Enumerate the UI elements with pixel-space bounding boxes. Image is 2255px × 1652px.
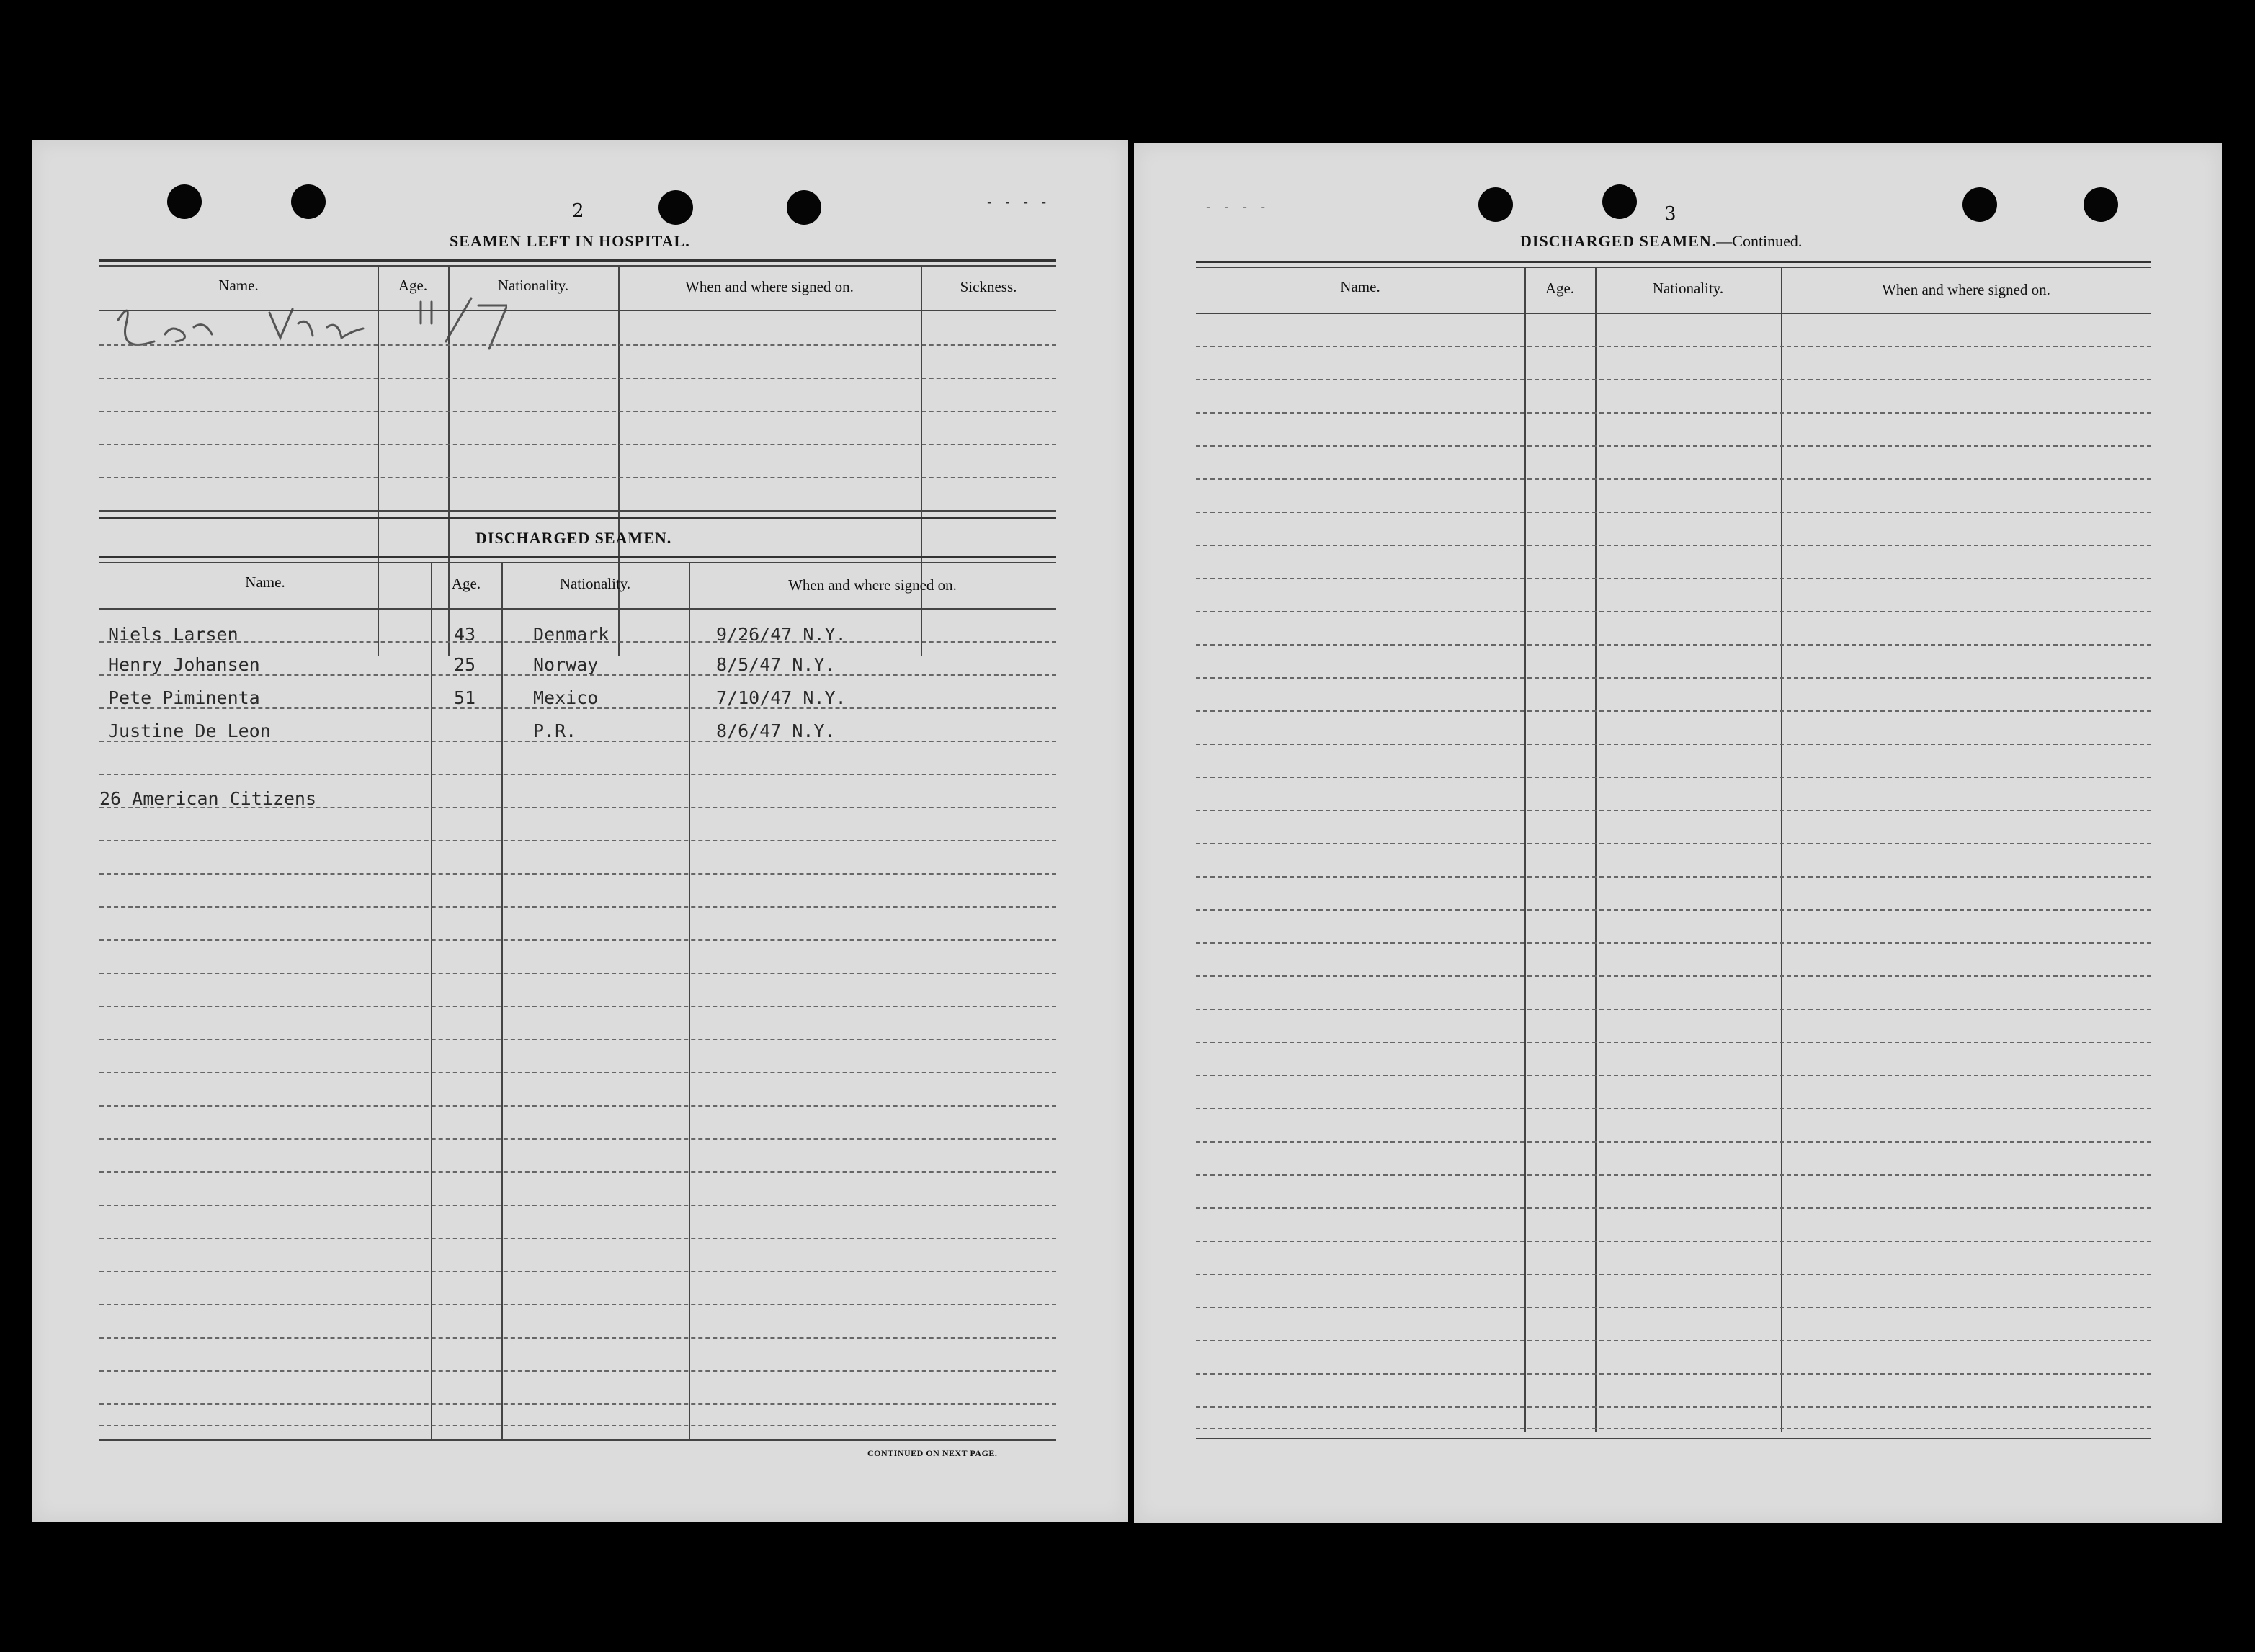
rule: [1196, 1438, 2151, 1439]
punch-hole: [2084, 187, 2118, 222]
dotted-rule: [1196, 1340, 2151, 1341]
seaman-nationality: Norway: [533, 654, 599, 675]
punch-hole: [787, 190, 821, 225]
dotted-rule: [1196, 512, 2151, 513]
column-divider: [689, 562, 690, 1439]
continued-note: CONTINUED ON NEXT PAGE.: [867, 1448, 998, 1458]
col-header-sickness: Sickness.: [960, 278, 1017, 295]
dotted-rule: [99, 1006, 1056, 1007]
dotted-rule: [99, 1072, 1056, 1073]
rule: [99, 259, 1056, 262]
seaman-age: 25: [454, 654, 476, 675]
seaman-signed-on: 9/26/47 N.Y.: [716, 624, 847, 645]
rule: [99, 510, 1056, 512]
seaman-name: Justine De Leon: [108, 720, 271, 741]
column-divider: [501, 562, 503, 1439]
col-header-nationality: Nationality.: [1652, 280, 1724, 297]
seaman-name: Niels Larsen: [108, 624, 238, 645]
rule: [99, 310, 1056, 311]
dotted-rule: [99, 477, 1056, 478]
seaman-signed-on: 8/6/47 N.Y.: [716, 720, 836, 741]
dotted-rule: [1196, 1108, 2151, 1109]
dotted-rule: [1196, 1075, 2151, 1076]
dotted-rule: [1196, 677, 2151, 679]
section-title-suffix: —Continued.: [1716, 232, 1803, 250]
dotted-rule: [1196, 1042, 2151, 1043]
handwritten-annotation: [104, 284, 507, 370]
dotted-rule: [1196, 644, 2151, 646]
dotted-rule: [99, 444, 1056, 445]
punch-hole: [1478, 187, 1513, 222]
column-divider: [1595, 267, 1597, 1432]
dotted-rule: [1196, 545, 2151, 546]
dotted-rule: [1196, 346, 2151, 347]
seaman-name: Pete Piminenta: [108, 687, 260, 708]
dotted-rule: [1196, 942, 2151, 944]
punch-hole: [1602, 184, 1637, 219]
rule: [99, 556, 1056, 558]
col-header-name: Name.: [1340, 278, 1380, 295]
col-header-name: Name.: [245, 573, 285, 591]
rule: [1196, 313, 2151, 314]
dotted-rule: [1196, 1274, 2151, 1275]
dotted-rule: [99, 906, 1056, 908]
col-header-signed-on: When and where signed on.: [685, 278, 854, 295]
dotted-rule: [99, 1171, 1056, 1173]
dotted-rule: [1196, 1373, 2151, 1375]
column-divider: [431, 562, 432, 1439]
punch-hole: [167, 184, 202, 219]
right-page: [1134, 143, 2222, 1523]
hospital-section-title: SEAMEN LEFT IN HOSPITAL.: [450, 232, 690, 250]
dotted-rule: [1196, 1406, 2151, 1408]
rule: [99, 608, 1056, 610]
dotted-rule: [1196, 710, 2151, 712]
dotted-rule: [99, 1403, 1056, 1405]
seaman-age: 43: [454, 624, 476, 645]
dotted-rule: [1196, 412, 2151, 414]
dotted-rule: [1196, 379, 2151, 380]
dotted-rule: [1196, 744, 2151, 745]
dotted-rule: [99, 840, 1056, 841]
punch-hole: [658, 190, 693, 225]
rule: [1196, 261, 2151, 263]
page-number: 3: [1664, 203, 1676, 225]
dotted-rule: [1196, 975, 2151, 977]
printer-marks: - - - -: [987, 193, 1051, 210]
dotted-rule: [99, 1105, 1056, 1107]
dotted-rule: [99, 1271, 1056, 1272]
dotted-rule: [1196, 1307, 2151, 1308]
dotted-rule: [1196, 909, 2151, 911]
dotted-rule: [1196, 1241, 2151, 1242]
seaman-signed-on: 7/10/47 N.Y.: [716, 687, 847, 708]
seaman-age: 51: [454, 687, 476, 708]
discharged-continued-title: [1520, 232, 1802, 251]
citizens-note: 26 American Citizens: [99, 788, 317, 809]
dotted-rule: [99, 344, 1056, 346]
dotted-rule: [1196, 1428, 2151, 1429]
column-divider: [378, 265, 379, 656]
dotted-rule: [1196, 1141, 2151, 1143]
col-header-signed-on: When and where signed on.: [1882, 281, 2050, 298]
dotted-rule: [1196, 876, 2151, 878]
dotted-rule: [99, 378, 1056, 379]
punch-hole: [291, 184, 326, 219]
dotted-rule: [1196, 1174, 2151, 1176]
seaman-nationality: Denmark: [533, 624, 609, 645]
dotted-rule: [99, 411, 1056, 412]
dotted-rule: [1196, 1207, 2151, 1209]
seaman-nationality: Mexico: [533, 687, 599, 708]
col-header-age: Age.: [451, 575, 481, 592]
column-divider: [1781, 267, 1782, 1432]
dotted-rule: [99, 873, 1056, 875]
dotted-rule: [99, 1238, 1056, 1239]
dotted-rule: [1196, 478, 2151, 480]
dotted-rule: [1196, 445, 2151, 447]
col-header-name: Name.: [218, 277, 259, 294]
seaman-name: Henry Johansen: [108, 654, 260, 675]
dotted-rule: [1196, 1009, 2151, 1010]
dotted-rule: [99, 774, 1056, 775]
punch-hole: [1962, 187, 1997, 222]
discharged-section-title: DISCHARGED SEAMEN.: [475, 529, 672, 547]
column-divider: [618, 265, 620, 656]
col-header-age: Age.: [1545, 280, 1575, 297]
dotted-rule: [99, 1370, 1056, 1372]
dotted-rule: [99, 1304, 1056, 1305]
dotted-rule: [99, 1425, 1056, 1426]
dotted-rule: [99, 1205, 1056, 1206]
section-title-text: DISCHARGED SEAMEN.: [1520, 232, 1717, 250]
printer-marks: - - - -: [1206, 197, 1270, 215]
col-header-nationality: Nationality.: [497, 277, 569, 294]
dotted-rule: [1196, 810, 2151, 811]
dotted-rule: [99, 939, 1056, 941]
dotted-rule: [1196, 777, 2151, 778]
seaman-signed-on: 8/5/47 N.Y.: [716, 654, 836, 675]
col-header-age: Age.: [398, 277, 428, 294]
dotted-rule: [99, 973, 1056, 974]
column-divider: [1524, 267, 1526, 1432]
page-number: 2: [572, 200, 584, 222]
dotted-rule: [99, 1337, 1056, 1339]
column-divider: [448, 265, 450, 656]
dotted-rule: [1196, 843, 2151, 844]
col-header-signed-on: When and where signed on.: [788, 576, 957, 594]
rule: [99, 517, 1056, 519]
dotted-rule: [99, 1138, 1056, 1140]
dotted-rule: [1196, 578, 2151, 579]
rule: [99, 265, 1056, 267]
rule: [1196, 267, 2151, 268]
rule: [99, 1439, 1056, 1441]
dotted-rule: [1196, 611, 2151, 612]
left-page: [32, 140, 1128, 1522]
rule: [99, 562, 1056, 563]
dotted-rule: [99, 1039, 1056, 1040]
column-divider: [921, 265, 922, 656]
col-header-nationality: Nationality.: [559, 575, 631, 592]
seaman-nationality: P.R.: [533, 720, 577, 741]
